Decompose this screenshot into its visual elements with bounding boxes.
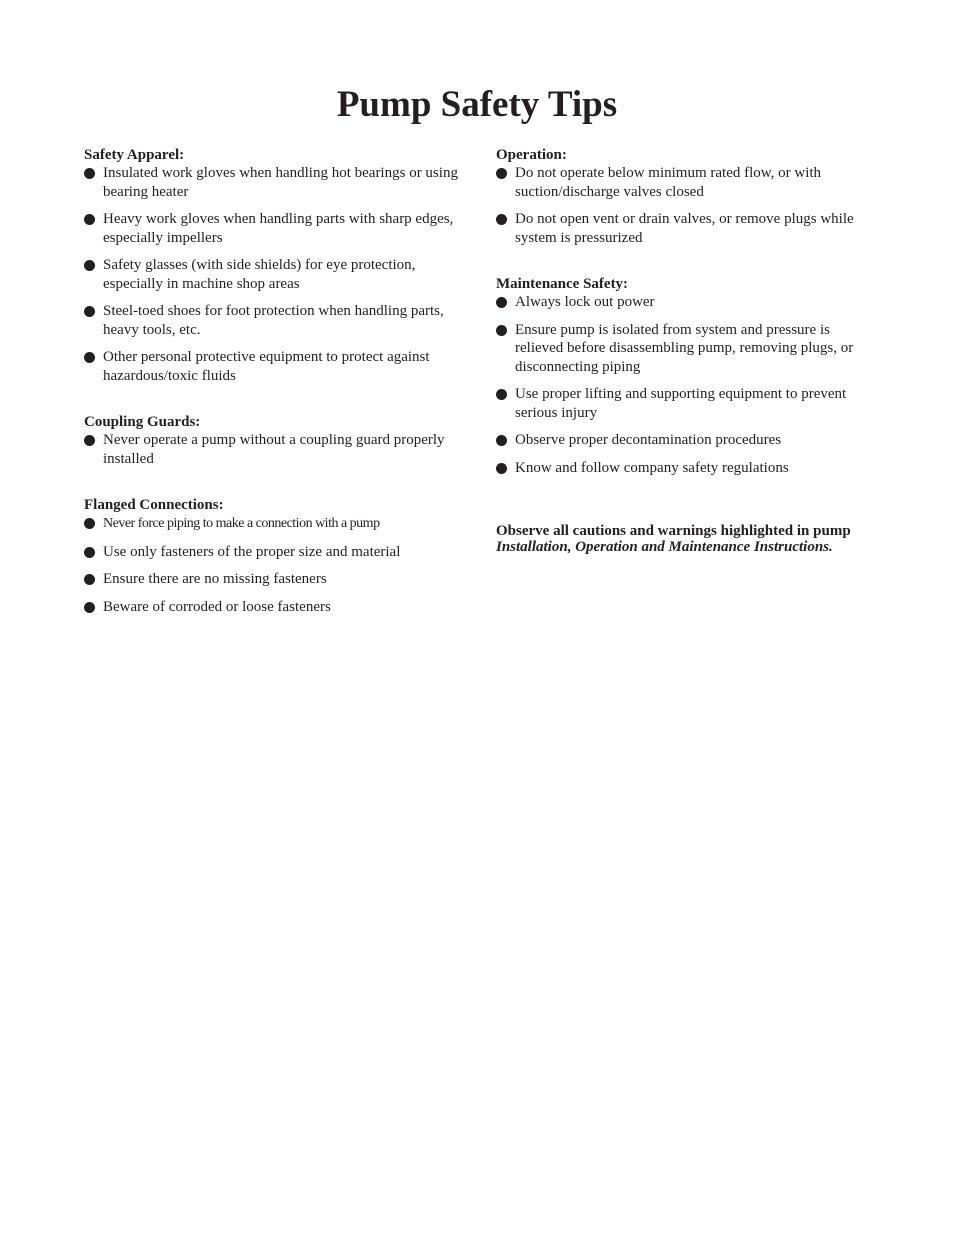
coupling-guards-heading: Coupling Guards: [84, 414, 201, 430]
right-column [496, 146, 874, 555]
list-item [496, 164, 874, 201]
flanged-connections-list [84, 514, 464, 616]
list-item [84, 210, 464, 247]
safety-apparel-list [84, 164, 464, 385]
list-item-text: Never force piping to make a connection with a pump [103, 516, 380, 531]
list-item-text: Use only fasteners of the proper size and material [103, 543, 401, 560]
operation-list [496, 164, 874, 247]
bullet-icon [84, 435, 95, 446]
list-item-text: Always lock out power [515, 294, 655, 310]
bullet-icon [84, 547, 95, 558]
flanged-connections-section [84, 496, 464, 616]
bullet-icon [84, 574, 95, 585]
coupling-guards-section [84, 413, 464, 468]
list-item-text: Observe proper decontamination procedures [515, 432, 782, 448]
list-item-text: Know and follow company safety regulations [515, 459, 789, 476]
list-item [496, 459, 874, 478]
list-item-text: Never operate a pump without a coupling guard properly installed [103, 432, 445, 467]
page-title: Pump Safety Tips [336, 84, 618, 125]
list-item-text: Beware of corroded or loose fasteners [103, 598, 331, 615]
bullet-icon [84, 214, 95, 225]
maintenance-safety-list [496, 293, 874, 477]
list-item [84, 598, 464, 617]
operation-heading: Operation: [496, 147, 567, 163]
list-item [84, 256, 464, 293]
list-item [84, 514, 464, 534]
list-item-text: Do not open vent or drain valves, or remove plugs while system is pressurized [515, 211, 854, 246]
bullet-icon [84, 352, 95, 363]
list-item [496, 210, 874, 247]
list-item [84, 164, 464, 201]
list-item-text: Other personal protective equipment to protect against hazardous/toxic fluids [103, 349, 430, 384]
maintenance-safety-section [496, 275, 874, 477]
list-item-text: Ensure there are no missing fasteners [103, 571, 327, 587]
bullet-icon [496, 168, 507, 179]
list-item [496, 293, 874, 312]
list-item [496, 321, 874, 377]
list-item-text: Use proper lifting and supporting equipment to prevent serious injury [515, 386, 847, 421]
bullet-icon [496, 389, 507, 400]
caution-note-text: Observe all cautions and warnings highlighted in pump [496, 523, 851, 539]
list-item [84, 543, 464, 562]
safety-apparel-section [84, 146, 464, 385]
bullet-icon [496, 297, 507, 308]
bullet-icon [496, 325, 507, 336]
bullet-icon [84, 168, 95, 179]
bullet-icon [84, 306, 95, 317]
list-item [84, 570, 464, 589]
list-item [84, 348, 464, 385]
flanged-connections-heading: Flanged Connections: [84, 497, 224, 513]
instructions-reference: Installation, Operation and Maintenance Instructions. [496, 539, 833, 555]
maintenance-safety-heading: Maintenance Safety: [496, 276, 629, 292]
bullet-icon [496, 435, 507, 446]
list-item-text: Heavy work gloves when handling parts with sharp edges, especially impellers [103, 211, 454, 246]
list-item [84, 302, 464, 339]
list-item [84, 431, 464, 468]
bullet-icon [84, 518, 95, 529]
list-item-text: Insulated work gloves when handling hot bearings or using bearing heater [103, 165, 458, 200]
bullet-icon [84, 260, 95, 271]
list-item-text: Do not operate below minimum rated flow, or with suction/discharge valves closed [515, 165, 822, 200]
bullet-icon [84, 602, 95, 613]
list-item [496, 385, 874, 422]
bullet-icon [496, 214, 507, 225]
operation-section [496, 146, 874, 247]
list-item-text: Safety glasses (with side shields) for eye protection, especially in machine shop areas [103, 257, 416, 292]
left-column [84, 146, 464, 644]
list-item-text: Ensure pump is isolated from system and pressure is relieved before disassembling pump, removing plugs, or disconnecting piping [515, 321, 854, 375]
bullet-icon [496, 463, 507, 474]
list-item-text: Steel-toed shoes for foot protection when handling parts, heavy tools, etc. [103, 303, 444, 338]
coupling-guards-list [84, 431, 464, 468]
safety-apparel-heading: Safety Apparel: [84, 147, 185, 163]
list-item [496, 431, 874, 450]
caution-note [496, 523, 874, 555]
